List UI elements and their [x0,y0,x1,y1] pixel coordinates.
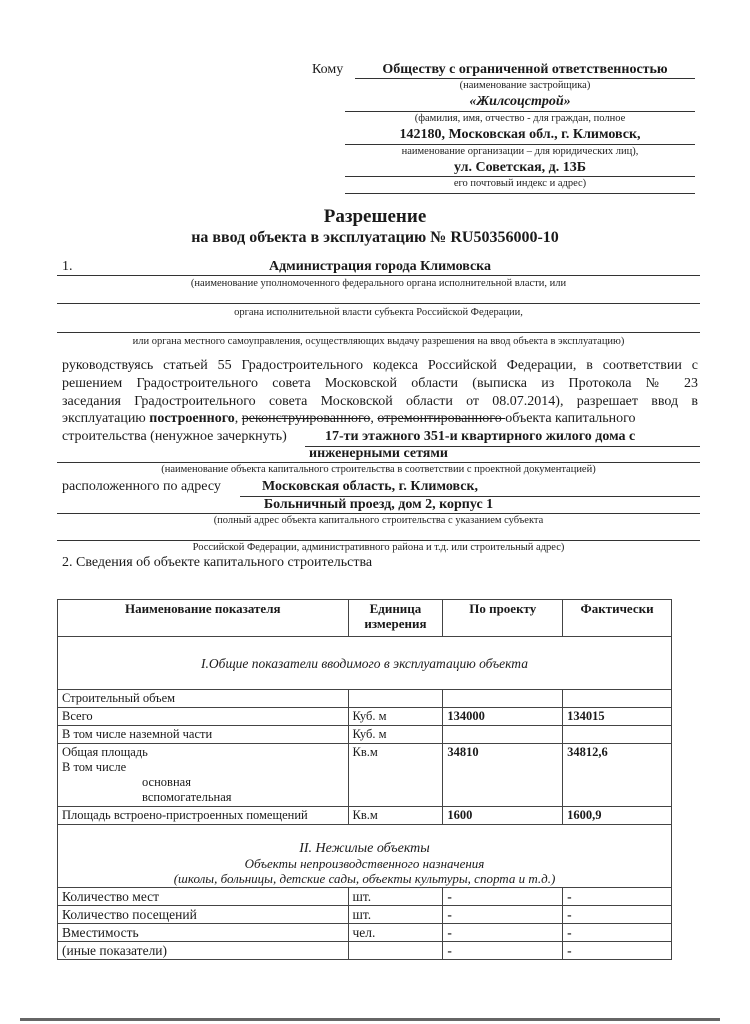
cell-plan: - [443,924,563,942]
caption-address-2: Российской Федерации, административного района и т.д. или строительный адрес) [192,542,565,553]
cell-unit [348,690,443,708]
cell-unit: шт. [348,906,443,924]
cell-fact [563,726,672,744]
object-name-line1: 17-ти этажного 351-и квартирного жилого дома с [325,429,636,444]
cell-fact: 34812,6 [563,744,672,807]
caption-object-name: (наименование объекта капитального строительства в соответствии с проектной документацией) [161,464,596,475]
caption-developer: (наименование застройщика) [459,80,591,91]
cell-name: В том числе наземной части [58,726,349,744]
cell-name: Всего [58,708,349,726]
group2-subtitle: Объекты непроизводственного назначения [244,856,485,871]
table-row [58,942,672,960]
table-row [58,690,672,708]
underline [57,513,700,514]
document-title: Разрешение [323,206,427,227]
caption-org: наименование организации – для юридических лиц), [401,146,639,157]
group-header-row [58,825,672,888]
caption-authority-1: (наименование уполномоченного федерального органа исполнительной власти, или [190,278,567,289]
header-fact: Фактически [563,600,672,637]
underline [57,540,700,541]
paragraph-line-1: руководствуясь статьей 55 Градостроительного кодекса Российской Федерации, в соответствии с [62,358,698,373]
cell-fact: 134015 [563,708,672,726]
caption-postal: его почтовый индекс и адрес) [453,178,587,189]
cell-plan: - [443,888,563,906]
object-info-table [57,599,672,960]
paragraph-line-3: заседания Градостроительного совета Московской области от 08.07.2014), разрешает ввод в [62,394,698,409]
cell-name: Количество посещений [58,906,349,924]
underline [345,193,695,194]
cell-unit [348,942,443,960]
table-header-row [58,600,672,637]
underline [345,144,695,145]
cell-unit: Куб. м [348,726,443,744]
cell-plan: - [443,942,563,960]
address-label: расположенного по адресу [62,479,221,494]
group2-header [58,825,672,888]
cell-fact [563,690,672,708]
developer-address-line2: ул. Советская, д. 13Б [453,160,587,175]
text-segment: , [370,411,378,426]
cell-plan: 1600 [443,807,563,825]
document-subtitle: на ввод объекта в эксплуатацию № RU50356000-10 [191,229,559,246]
header-indicator: Наименование показателя [58,600,349,637]
underline [57,303,700,304]
object-address-line1: Московская область, г. Климовск, [262,479,479,494]
cell-name: (иные показатели) [58,942,349,960]
header-plan: По проекту [443,600,563,637]
cell-fact: - [563,888,672,906]
cell-fact: 1600,9 [563,807,672,825]
object-address-line2: Больничный проезд, дом 2, корпус 1 [263,497,494,512]
cell-fact: - [563,942,672,960]
text-segment: , [234,411,242,426]
developer-address-line1: 142180, Московская обл., г. Климовск, [399,127,641,142]
cell-plan [443,726,563,744]
cell-plan: 34810 [443,744,563,807]
table-row [58,708,672,726]
cell-name [58,744,349,807]
table-row [58,888,672,906]
developer-name-line2: «Жилсоцстрой» [469,94,571,109]
header-unit: Единица измерения [348,600,443,637]
paragraph-line-5: строительства (ненужное зачеркнуть) [62,429,287,444]
table-row [58,924,672,942]
row-sublabel: В том числе [62,760,127,774]
developer-name-line1: Обществу с ограниченной ответственностью [382,62,668,77]
cell-plan: 134000 [443,708,563,726]
paragraph-line-2: решением Градостроительного совета Московской области (выписка из Протокола № 23 [62,376,698,391]
cell-unit: чел. [348,924,443,942]
addressee-label: Кому [312,62,344,77]
table-row [58,744,672,807]
cell-plan: - [443,906,563,924]
group2-examples: (школы, больницы, детские сады, объекты культуры, спорта и т.д.) [173,871,556,886]
row-sublabel-main: основная [142,775,191,789]
text-segment: эксплуатацию [62,411,150,426]
cell-name: Количество мест [58,888,349,906]
underline [57,332,700,333]
paragraph-line-4 [62,411,698,427]
caption-authority-2: органа исполнительной власти субъекта Российской Федерации, [234,307,523,318]
option-repaired-struck: отремонтированного [377,411,506,426]
cell-name: Вместимость [58,924,349,942]
underline [345,111,695,112]
caption-fio: (фамилия, имя, отчество - для граждан, полное [414,113,626,124]
row-label: Общая площадь [62,745,148,759]
cell-fact: - [563,906,672,924]
cell-unit: Кв.м [348,807,443,825]
underline [355,78,695,79]
group2-title: II. Нежилые объекты [299,841,430,856]
table-row [58,807,672,825]
group1-title: I.Общие показатели вводимого в эксплуатацию объекта [58,637,672,690]
scan-edge [20,1018,720,1021]
underline [345,176,695,177]
cell-name: Площадь встроено-пристроенных помещений [58,807,349,825]
underline [57,275,700,276]
table-row [58,726,672,744]
issuing-authority: Администрация города Климовска [268,259,492,274]
cell-plan [443,690,563,708]
cell-name: Строительный объем [58,690,349,708]
cell-unit: Кв.м [348,744,443,807]
section2-title: 2. Сведения об объекте капитального строительства [62,555,373,570]
cell-unit: Куб. м [348,708,443,726]
underline [57,462,700,463]
row-sublabel-aux: вспомогательная [142,790,232,804]
caption-authority-3: или органа местного самоуправления, осуществляющих выдачу разрешения на ввод объекта в эксплуатацию) [132,336,625,347]
cell-unit: шт. [348,888,443,906]
section-number: 1. [62,259,73,274]
table-row [58,906,672,924]
caption-address-1: (полный адрес объекта капитального строительства с указанием субъекта [213,515,544,526]
group-header-row [58,637,672,690]
object-name-line2: инженерными сетями [309,446,448,461]
option-built: построенного [149,411,235,426]
text-segment: объекта капитального [505,411,636,426]
cell-fact: - [563,924,672,942]
option-reconstructed-struck: реконструированного [241,411,371,426]
